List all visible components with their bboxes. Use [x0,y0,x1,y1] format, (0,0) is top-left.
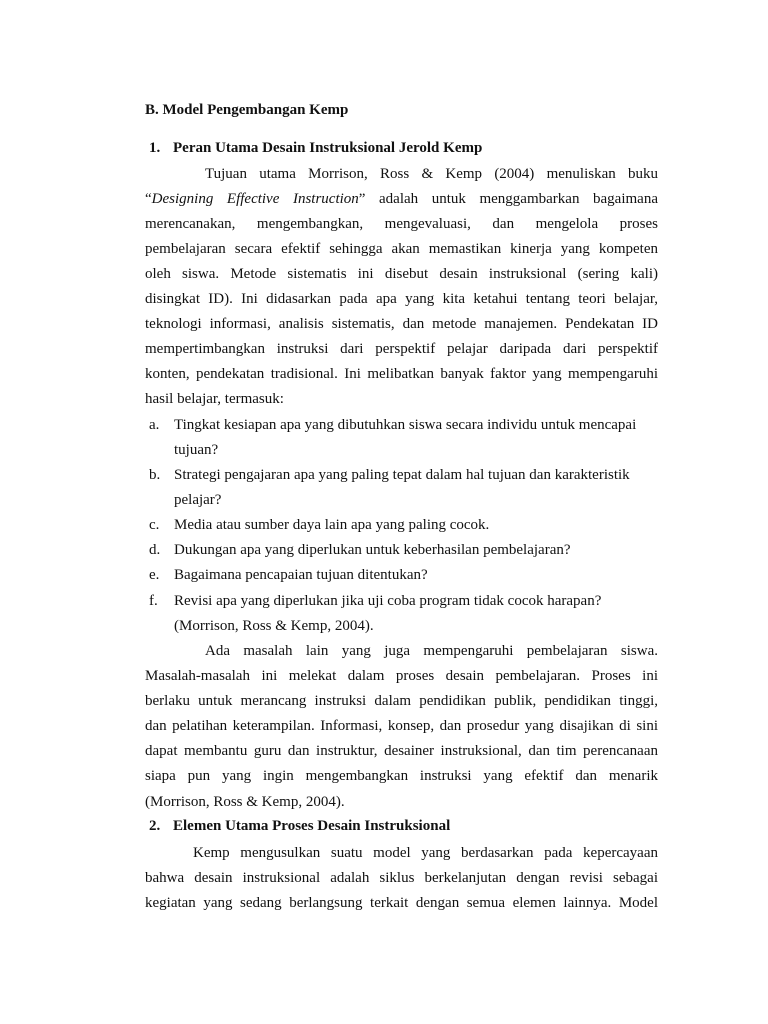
list-label: a. [149,417,160,433]
list-text: Revisi apa yang diperlukan jika uji coba program tidak cocok harapan? [174,593,602,609]
section-title: Elemen Utama Proses Desain Instruksional [173,818,451,834]
paragraph-line: pembelajaran secara efektif sehingga akan memastikan kinerja yang kompeten [145,241,658,257]
list-item-continuation: tujuan? [174,442,219,458]
paragraph-line: konten, pendekatan tradisional. Ini melibatkan banyak faktor yang mempengaruhi [145,366,658,382]
paragraph-line: Tujuan utama Morrison, Ross & Kemp (2004) menuliskan buku [205,166,658,182]
list-text: Strategi pengajaran apa yang paling tepat dalam hal tujuan dan karakteristik [174,467,630,483]
list-text: Bagaimana pencapaian tujuan ditentukan? [174,567,428,583]
quote-close: ” [358,191,366,207]
paragraph-line: oleh siswa. Metode sistematis ini disebut desain instruksional (sering kali) [145,266,658,282]
list-label: c. [149,517,160,533]
book-title: Designing Effective Instruction [151,191,359,207]
paragraph-line: kegiatan yang sedang berlangsung terkait dengan semua elemen lainnya. Model [145,895,658,911]
list-text: Media atau sumber daya lain apa yang paling cocok. [174,517,490,533]
section-heading-1 [149,140,482,157]
list-item-continuation: (Morrison, Ross & Kemp, 2004). [174,618,374,634]
list-label: e. [149,567,160,583]
paragraph-line: dapat membantu guru dan instruktur, desainer instruksional, dan tim perencanaan [145,743,658,759]
paragraph-line: Ada masalah lain yang juga mempengaruhi pembelajaran siswa. [205,643,658,659]
list-label: f. [149,593,158,609]
list-text: Dukungan apa yang diperlukan untuk keberhasilan pembelajaran? [174,542,571,558]
paragraph-line: hasil belajar, termasuk: [145,391,284,407]
paragraph-line: mempertimbangkan instruksi dari perspektif pelajar daripada dari perspektif [145,341,658,357]
list-item [149,465,669,485]
list-item [149,591,669,611]
section-title: Peran Utama Desain Instruksional Jerold Kemp [173,140,483,156]
list-item-continuation: pelajar? [174,492,222,508]
list-item [149,415,669,435]
paragraph-line: berlaku untuk merancang instruksi dalam pendidikan publik, pendidikan tinggi, [145,693,658,709]
list-item [149,565,669,585]
section-heading-2 [149,818,450,835]
list-item [149,540,669,560]
paragraph-line: dan pelatihan keterampilan. Informasi, konsep, dan prosedur yang disajikan di sini [145,718,658,734]
paragraph-line: merencanakan, mengembangkan, mengevaluasi, dan mengelola proses [145,216,658,232]
page-title: B. Model Pengembangan Kemp [145,102,349,118]
paragraph-line: bahwa desain instruksional adalah siklus berkelanjutan dengan revisi sebagai [145,870,658,886]
list-label: b. [149,467,161,483]
quote-open: “ [145,191,152,207]
paragraph-line: teknologi informasi, analisis sistematis, dan metode manajemen. Pendekatan ID [145,316,658,332]
paragraph-line [145,189,658,209]
paragraph-line: Kemp mengusulkan suatu model yang berdasarkan pada kepercayaan [193,845,658,861]
section-number: 2. [149,818,161,834]
list-text: Tingkat kesiapan apa yang dibutuhkan siswa secara individu untuk mencapai [174,417,637,433]
paragraph-line: disingkat ID). Ini didasarkan pada apa yang kita ketahui tentang teori belajar, [145,291,658,307]
list-label: d. [149,542,161,558]
paragraph-line: Masalah-masalah ini melekat dalam proses desain pembelajaran. Proses ini [145,668,658,684]
paragraph-line: (Morrison, Ross & Kemp, 2004). [145,794,345,810]
paragraph-text: adalah untuk menggambarkan bagaimana [365,191,658,207]
list-item [149,515,669,535]
section-number: 1. [149,140,161,156]
paragraph-line: siapa pun yang ingin mengembangkan instruksi yang efektif dan menarik [145,768,658,784]
